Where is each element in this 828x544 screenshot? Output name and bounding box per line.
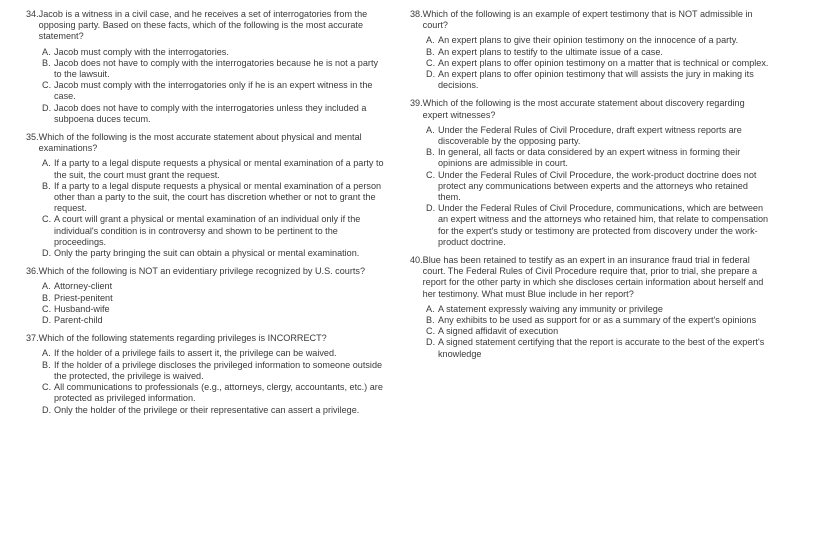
option-text: Priest-penitent [54, 292, 113, 303]
question-stem [410, 98, 770, 120]
answer-option [42, 158, 386, 180]
answer-option [42, 304, 386, 315]
answer-options [26, 158, 386, 259]
question-text: Jacob is a witness in a civil case, and he receives a set of interrogatories from the opposing party. Based on these facts, which of the following is the most accurate statement? [38, 9, 368, 42]
answer-option [426, 69, 770, 91]
option-text: An expert plans to offer opinion testimony on a matter that is technical or complex. [438, 57, 769, 68]
option-text: Jacob must comply with the interrogatories only if he is an expert witness in the case. [54, 80, 373, 102]
option-text: Husband-wife [54, 303, 110, 314]
question-number: 35. [26, 132, 39, 143]
option-letter: C. [426, 57, 436, 68]
answer-options [410, 125, 770, 248]
option-letter: A. [42, 158, 51, 169]
option-text: An expert plans to testify to the ultimate issue of a case. [438, 46, 663, 57]
question-stem [26, 132, 386, 154]
left-column [26, 9, 386, 423]
question-34 [26, 9, 386, 125]
question-40 [410, 255, 770, 360]
option-text: Only the holder of the privilege or their representative can assert a privilege. [54, 404, 360, 415]
option-letter: B. [42, 292, 51, 303]
option-text: Parent-child [54, 315, 103, 326]
answer-options [410, 35, 770, 91]
question-35 [26, 132, 386, 259]
answer-option [42, 360, 386, 382]
option-text: If the holder of a privilege discloses the privileged information to someone outside the protected, the privilege is waived. [54, 359, 383, 381]
option-text: A signed statement certifying that the report is accurate to the best of the expert's knowledge [438, 337, 765, 359]
option-letter: D. [42, 315, 52, 326]
question-stem [26, 266, 386, 277]
answer-option [426, 47, 770, 58]
answer-option [426, 326, 770, 337]
question-text: Which of the following statements regarding privileges is INCORRECT? [38, 333, 327, 344]
option-text: A signed affidavit of execution [438, 326, 559, 337]
option-letter: A. [42, 348, 51, 359]
option-letter: B. [426, 315, 435, 326]
question-36 [26, 266, 386, 326]
option-text: An expert plans to offer opinion testimony that will assists the jury in making its decisions. [438, 69, 754, 91]
question-stem [410, 9, 770, 31]
option-text: Any exhibits to be used as support for or as a summary of the expert's opinions [438, 315, 757, 326]
option-text: Under the Federal Rules of Civil Procedure, communications, which are between an expert witness and the attorneys who retained him, that relate to compensation for the expert's study or testimony are protected from discovery under the work-product doctrine. [438, 203, 769, 247]
question-number: 38. [410, 9, 423, 19]
right-column [410, 9, 770, 367]
option-text: If a party to a legal dispute requests a physical or mental examination of a party to the suit, the court must grant the request. [54, 158, 384, 180]
question-number: 39. [410, 98, 423, 109]
option-letter: B. [426, 147, 435, 158]
option-letter: D. [42, 102, 52, 113]
question-number: 40. [410, 255, 423, 266]
option-text: Attorney-client [54, 281, 113, 292]
question-text: Which of the following is the most accurate statement about physical and mental examinations? [38, 132, 362, 154]
option-text: Under the Federal Rules of Civil Procedure, the work-product doctrine does not protect any communications between experts and the attorneys who retained them. [438, 169, 757, 203]
option-letter: D. [426, 69, 436, 80]
option-letter: A. [426, 124, 435, 135]
option-letter: A. [426, 303, 435, 314]
answer-option [42, 315, 386, 326]
answer-options [26, 348, 386, 415]
option-text: A court will grant a physical or mental examination of an individual only if the individual's condition is in controversy and shown to be pertinent to the proceedings. [54, 214, 361, 247]
answer-option [42, 248, 386, 259]
question-text: Blue has been retained to testify as an expert in an insurance fraud trial in federal court. The Federal Rules of Civil Procedure require that, prior to trial, she prepare a report for the other party in which she discloses certain information about herself and her testimony. What must Blue include in her report? [422, 255, 764, 299]
answer-option [426, 203, 770, 248]
question-text: Which of the following is an example of expert testimony that is NOT admissible in court? [422, 9, 753, 31]
answer-option [42, 348, 386, 359]
answer-options [26, 47, 386, 125]
option-text: All communications to professionals (e.g., attorneys, clergy, accountants, etc.) are protected as privileged information. [54, 382, 383, 404]
option-letter: C. [42, 214, 52, 225]
answer-option [42, 293, 386, 304]
option-text: Jacob does not have to comply with the interrogatories unless they included a subpoena duces tecum. [54, 102, 367, 124]
option-text: Jacob does not have to comply with the interrogatories because he is not a party to the lawsuit. [54, 57, 379, 80]
option-text: Under the Federal Rules of Civil Procedure, draft expert witness reports are discoverable by the opposing party. [438, 124, 742, 147]
option-letter: D. [42, 404, 52, 415]
question-text: Which of the following is NOT an evidentiary privilege recognized by U.S. courts? [38, 266, 366, 277]
question-number: 36. [26, 266, 39, 277]
option-letter: D. [426, 203, 436, 214]
question-stem [26, 333, 386, 344]
answer-option [42, 80, 386, 102]
option-letter: C. [42, 382, 52, 393]
option-text: Only the party bringing the suit can obtain a physical or mental examination. [54, 248, 360, 259]
answer-option [42, 103, 386, 125]
option-letter: A. [42, 281, 51, 292]
question-number: 34. [26, 9, 39, 19]
answer-option [426, 147, 770, 169]
option-letter: B. [42, 359, 51, 370]
answer-option [426, 125, 770, 147]
option-letter: B. [426, 46, 435, 57]
answer-options [26, 281, 386, 326]
answer-option [42, 281, 386, 292]
answer-option [426, 58, 770, 69]
option-letter: D. [42, 248, 52, 259]
option-letter: C. [42, 80, 52, 91]
answer-option [42, 405, 386, 416]
answer-option [42, 214, 386, 248]
option-letter: C. [426, 326, 436, 337]
answer-option [42, 181, 386, 215]
option-text: An expert plans to give their opinion testimony on the innocence of a party. [438, 35, 739, 46]
answer-option [426, 337, 770, 359]
answer-option [42, 58, 386, 80]
option-text: Jacob must comply with the interrogatories. [54, 46, 229, 57]
option-letter: B. [42, 180, 51, 191]
option-text: In general, all facts or data considered by an expert witness in forming their opinions are admissible in court. [438, 147, 741, 169]
option-letter: A. [426, 35, 435, 46]
answer-option [426, 304, 770, 315]
question-stem [26, 9, 386, 43]
option-text: A statement expressly waiving any immunity or privilege [438, 303, 663, 314]
option-letter: D. [426, 337, 436, 348]
option-letter: A. [42, 46, 51, 57]
answer-option [426, 315, 770, 326]
option-letter: B. [42, 57, 51, 68]
answer-option [42, 382, 386, 404]
question-38 [410, 9, 770, 91]
option-text: If the holder of a privilege fails to assert it, the privilege can be waived. [54, 348, 337, 359]
question-39 [410, 98, 770, 248]
answer-options [410, 304, 770, 360]
option-text: If a party to a legal dispute requests a physical or mental examination of a person other than a party to the suit, the court has discretion whether or not to grant the request. [54, 180, 382, 214]
question-stem [410, 255, 770, 300]
question-text: Which of the following is the most accurate statement about discovery regarding expert witnesses? [422, 98, 745, 120]
answer-option [42, 47, 386, 58]
answer-option [426, 35, 770, 46]
option-letter: C. [426, 169, 436, 180]
question-37 [26, 333, 386, 415]
answer-option [426, 170, 770, 204]
option-letter: C. [42, 303, 52, 314]
question-number: 37. [26, 333, 39, 344]
